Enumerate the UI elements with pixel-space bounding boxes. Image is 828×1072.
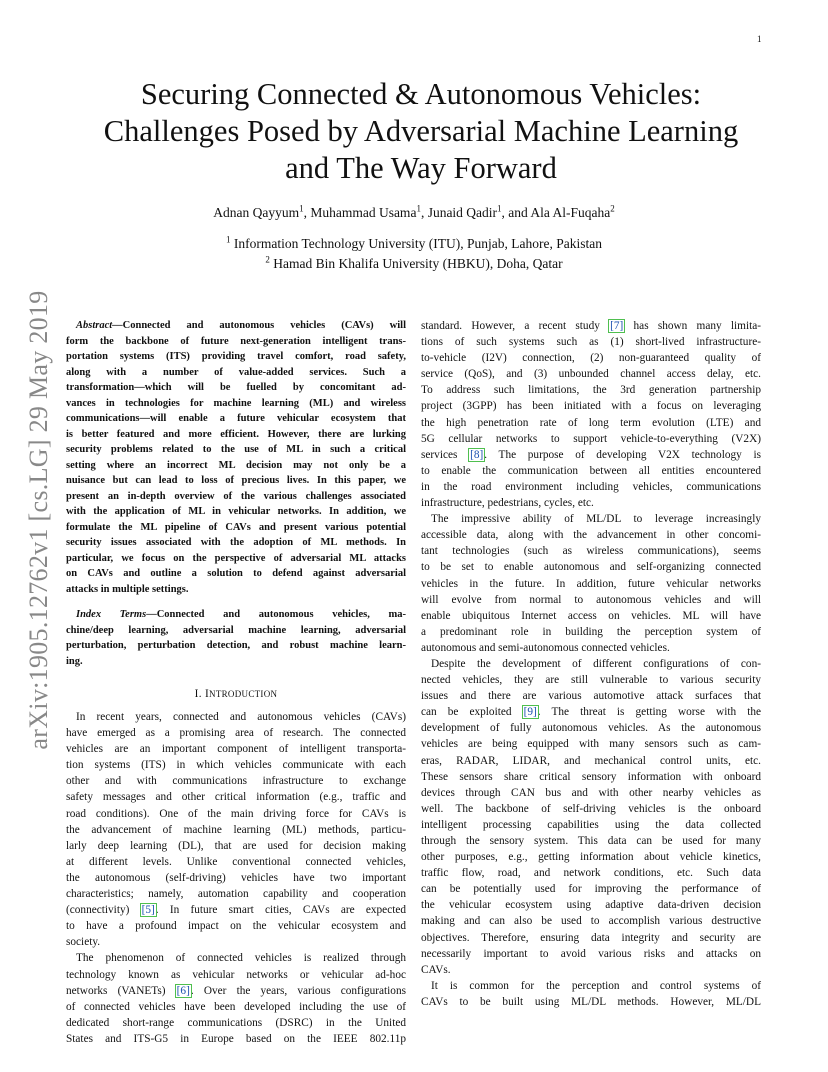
affiliation-number: 2 (265, 254, 270, 265)
body-line: services [8]. The purpose of developing V2X technology is (421, 448, 761, 461)
author-name: and Ala Al-Fuqaha (508, 205, 611, 220)
abstract-line: particular, we focus on the perspective of adversarial ML attacks (66, 552, 406, 564)
body-line: technology known as vehicular networks or vehicular ad-hoc (66, 968, 406, 981)
body-line: networks (VANETs) [6]. Over the years, various configurations (66, 984, 406, 997)
index-terms-line: ing. (66, 655, 83, 667)
body-line: of connected vehicles have been developed including the use of (66, 1000, 406, 1013)
body-line: necessarily important to avoid various risks and attacks on (421, 947, 761, 960)
author-name: Muhammad Usama (310, 205, 417, 220)
abstract-label: Abstract (76, 320, 113, 331)
author-separator: , (501, 205, 509, 220)
abstract-line: communications—will enable a future vehicular ecosystem that (66, 413, 406, 424)
author-name: Junaid Qadir (427, 205, 498, 220)
affiliation-marker: 1 (497, 203, 502, 214)
title-line: Securing Connected & Autonomous Vehicles: (140, 77, 702, 111)
page-number: 1 (757, 34, 762, 44)
body-line: can be potentially used for improving the performance of (421, 883, 761, 896)
citation-link[interactable]: [7] (610, 320, 624, 332)
author-separator: , (303, 205, 311, 220)
affiliation-marker: 1 (416, 203, 421, 214)
body-line: nected vehicles, they are still vulnerable to various security (421, 674, 761, 687)
body-line: at different levels. Unlike conventional connected vehicles, (66, 855, 406, 868)
citation-link[interactable]: [8] (470, 448, 484, 461)
body-line: These sensors share critical sensory information with onboard (421, 770, 761, 783)
title-line: Challenges Posed by Adversarial Machine Learning (103, 114, 739, 148)
body-line: characteristics; namely, automation capability and cooperation (66, 888, 406, 901)
body-line: accessible data, along with the advancement in other concomi- (421, 529, 761, 542)
citation-link[interactable]: [5] (141, 904, 155, 917)
body-line: to-vehicle (I2V) connection, (2) non-guaranteed quality of (421, 352, 761, 365)
body-line: autonomous and semi-autonomous connected vehicles. (421, 641, 670, 654)
body-line: larly deep learning (DL), that are used for decision making (66, 839, 406, 852)
index-terms-label: Index Terms (76, 609, 147, 620)
body-line: In recent years, connected and autonomous vehicles (CAVs) (76, 711, 406, 723)
abstract-line: formulate the ML pipeline of CAVs and present various potential (66, 521, 406, 533)
body-line: intelligent processing capabilities using the data collected (421, 818, 761, 831)
body-line: The phenomenon of connected vehicles is realized through (76, 952, 406, 965)
right-column (421, 318, 761, 1010)
body-line: traffic flow, road, and network conditions, etc. Such data (421, 867, 761, 880)
abstract-line: present an in-depth overview of the various challenges associated (66, 490, 406, 502)
affiliation-text: Information Technology University (ITU), Punjab, Lahore, Pakistan (233, 236, 602, 251)
body-line: the high penetration rate of long term evolution (LTE) and (421, 416, 761, 429)
citation-link[interactable]: [6] (176, 984, 190, 997)
affiliation-number: 1 (226, 234, 231, 245)
citation-link[interactable]: [9] (523, 706, 537, 719)
body-line: through the sensory system. This data can be used for many (421, 835, 761, 847)
body-line: tant technologies (such as wireless communications), seems (421, 545, 761, 558)
body-line: issues and there are various automotive attack surfaces that (421, 690, 761, 703)
abstract-line: portation systems (ITS) providing travel comfort, road safety, (66, 351, 406, 362)
body-line: To address such limitations, the 3rd generation partnership (421, 384, 761, 397)
arxiv-identifier: arXiv:1905.12762v1 [cs.LG] 29 May 2019 (24, 290, 53, 750)
abstract-line: attacks in multiple settings. (66, 583, 189, 595)
affiliation-text: Hamad Bin Khalifa University (HBKU), Doha, Qatar (273, 256, 563, 271)
affiliation-2 (0, 256, 828, 272)
body-line: tions of such systems such as (1) short-lived infrastructure- (421, 336, 761, 349)
abstract-line: Abstract—Connected and autonomous vehicles (CAVs) will (76, 320, 406, 331)
body-line: standard. However, a recent study [7] has shown many limita- (421, 320, 761, 332)
body-line: dedicated short-range communications (DSRC) in the United (66, 1016, 406, 1029)
body-line: the vehicular ecosystem using adaptive data-driven decision (421, 899, 761, 912)
body-line: States and ITS-G5 in Europe based on the IEEE 802.11p (66, 1032, 406, 1045)
body-line: other and with communications infrastructure to exchange (66, 775, 406, 788)
abstract-line: on CAVs and outline a solution to defend against adversarial (66, 568, 406, 579)
paper-title (60, 76, 782, 187)
body-line: CAVs to be built using ML/DL methods. However, ML/DL (421, 995, 761, 1008)
abstract-line: with the application of ML in vehicular networks. In addition, we (66, 506, 406, 517)
title-line: and The Way Forward (285, 151, 557, 185)
body-line: to be set to enable autonomous and self-organizing connected (421, 561, 761, 574)
author-list (0, 205, 828, 221)
body-line: vehicles are being equipped with many sensors such as cam- (421, 738, 761, 751)
body-line: vehicles in the future. In addition, future vehicular networks (421, 577, 761, 590)
body-line: well. The backbone of self-driving vehicles is the onboard (421, 802, 761, 815)
body-line: society. (66, 936, 101, 949)
affiliation-marker: 2 (610, 203, 615, 214)
body-line: devices through CAN bus and with other nearby vehicles as (421, 786, 761, 799)
body-line: to enable the communication between all entities encountered (421, 464, 761, 477)
body-line: objectives. Therefore, ensuring data integrity and security are (421, 931, 761, 944)
body-line: will evolve from normal to autonomous vehicles and will (421, 593, 761, 606)
index-terms-line: chine/deep learning, adversarial machine learning, adversarial (66, 624, 406, 636)
body-line: The impressive ability of ML/DL to leverage increasingly (431, 513, 761, 526)
body-line: 5G cellular networks to support vehicle-to-everything (V2X) (421, 432, 761, 445)
body-line: tion systems (ITS) in which vehicles communicate with each (66, 759, 406, 772)
body-line: service (QoS), and (3) unbounded channel access delay, etc. (421, 368, 761, 381)
index-terms-line: perturbation, perturbation detection, and robust machine learn- (66, 640, 406, 651)
abstract-line: nuisance but can lead to loss of precious lives. In this paper, we (66, 475, 406, 486)
body-line: It is common for the perception and control systems of (431, 979, 761, 992)
body-line: project (3GPP) has been initiated with a focus on leveraging (421, 400, 761, 413)
body-line: infrastructure, pedestrians, cycles, etc. (421, 497, 594, 510)
body-line: CAVs. (421, 963, 451, 976)
body-line: (connectivity) [5]. In future smart cities, CAVs are expected (66, 904, 407, 917)
body-line: a predominant role in building the perception system of (421, 625, 761, 638)
body-line: to have a profound impact on the vehicular ecosystem and (66, 920, 406, 933)
section-heading-introduction: I. INTRODUCTION (194, 688, 278, 700)
affiliation-marker: 1 (299, 203, 304, 214)
body-line: safety messages and other critical information (e.g., traffic and (66, 791, 406, 804)
abstract-line: vances in technologies for machine learning (ML) and wireless (66, 397, 406, 409)
abstract-line: transformation—which will be fuelled by concomitant ad- (66, 382, 406, 393)
abstract-line: security issues associated with the adoption of ML methods. In (66, 537, 406, 548)
arxiv-side-stamp (18, 280, 60, 760)
body-line: eras, RADAR, LIDAR, and mechanical control units, etc. (421, 754, 761, 767)
affiliation-1 (0, 236, 828, 252)
body-line: in the road environment including vehicles, communications (421, 480, 761, 493)
body-line: have emerged as a promising area of research. The connected (66, 727, 406, 740)
body-line: road conditions). One of the main driving force for CAVs is (66, 807, 406, 820)
abstract-line: is better featured and more efficient. However, there are lurking (66, 428, 406, 440)
body-line: making and can also be used to accomplish various destructive (421, 915, 761, 928)
abstract-line: along with a number of value-added services. Such a (66, 366, 406, 378)
author-name: Adnan Qayyum (213, 205, 300, 220)
body-line: enable ubiquitous Internet access on vehicles. ML will have (421, 609, 761, 622)
author-separator: , (420, 205, 428, 220)
abstract (66, 318, 406, 669)
body-line: can be exploited [9]. The threat is getting worse with the (421, 706, 761, 719)
body-line: the autonomous (self-driving) vehicles have two important (66, 871, 406, 884)
index-terms-line: Index Terms—Connected and autonomous vehicles, ma- (76, 609, 406, 620)
abstract-line: security problems related to the use of ML in such a critical (66, 444, 406, 455)
body-line: development of fully autonomous vehicles. As the autonomous (421, 722, 761, 735)
abstract-line: setting where an incorrect ML decision may not only be a (66, 459, 406, 471)
body-line: vehicles are an important component of intelligent transporta- (66, 743, 406, 756)
body-line: other purposes, e.g., getting information about vehicle kinetics, (421, 851, 761, 864)
body-line: the advancement of machine learning (ML) methods, particu- (66, 823, 406, 836)
left-column (66, 318, 406, 1047)
abstract-line: form the backbone of future next-generation intelligent trans- (66, 335, 406, 347)
body-line: Despite the development of different configurations of con- (431, 657, 761, 670)
